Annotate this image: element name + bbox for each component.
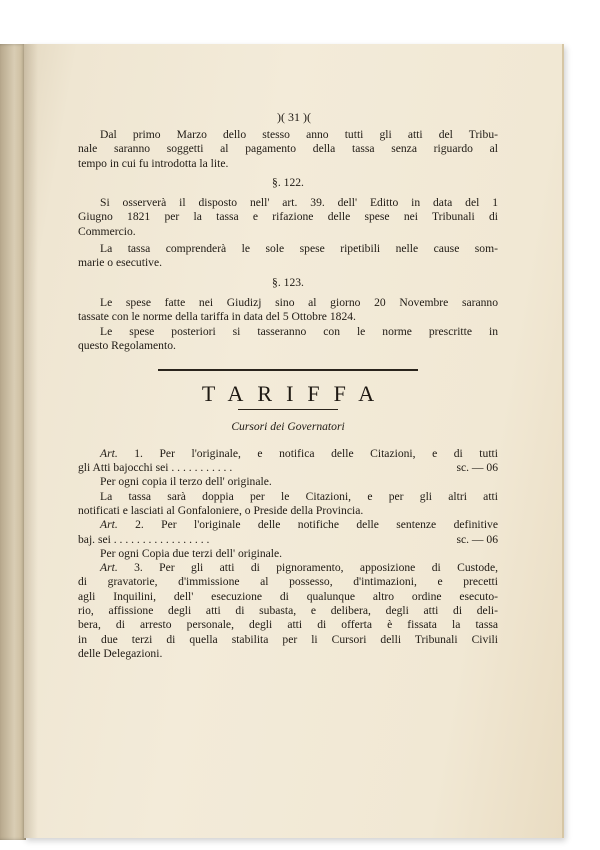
section-122-paragraph-2 <box>78 242 498 271</box>
text-line: in due terzi di quella stabilita per li Cursori delli Tribunali Civili <box>78 632 498 646</box>
page-number: )( 31 )( <box>277 110 311 124</box>
text-line: notificati e lasciati al Gonfaloniere, o Preside della Provincia. <box>78 503 364 517</box>
tariffa-subtitle: Cursori dei Governatori <box>231 420 345 434</box>
article-2-line <box>78 518 498 532</box>
tariffa-title: TARIFFA <box>201 381 389 407</box>
fee-line <box>78 461 498 475</box>
text-line: rio, affissione degli atti di subasta, e delibera, degli atti di deli- <box>78 604 498 618</box>
text-line: gli Atti bajocchi sei . . . . . . . . . . . <box>78 461 233 475</box>
text-line: Commercio. <box>78 224 136 238</box>
text-line: tempo in cui fu introdotta la lite. <box>78 156 229 170</box>
text-line: La tassa comprenderà le sole spese ripetibili nelle cause som- <box>100 242 498 256</box>
article-label: Art. <box>100 446 118 460</box>
article-1 <box>78 447 498 518</box>
text-line: La tassa sarà doppia per le Citazioni, e per gli altri atti <box>100 489 498 503</box>
text-line: 1. Per l'originale, e notifica delle Citazioni, e di tutti <box>117 446 498 460</box>
text-line: di gravatorie, d'immissione al possesso, d'intimazioni, e precetti <box>78 575 498 589</box>
text-line: Le spese fatte nei Giudizj sino al giorno 20 Novembre saranno <box>100 295 498 309</box>
fee-amount: sc. — 06 <box>456 532 498 546</box>
text-line: Si osserverà il disposto nell' art. 39. dell' Editto in data del 1 <box>100 196 498 210</box>
book-spine <box>0 44 26 840</box>
divider-rule <box>158 369 418 371</box>
book-page <box>24 44 564 838</box>
text-line: 3. Per gli atti di pignoramento, apposizione di Custode, <box>117 561 498 575</box>
fee-amount: sc. — 06 <box>456 461 498 475</box>
text-line: questo Regolamento. <box>78 338 176 352</box>
fee-line <box>78 533 498 547</box>
text-line: Giugno 1821 per la tassa e rifazione delle spese nei Tribunali di <box>78 210 498 224</box>
article-label: Art. <box>100 518 118 532</box>
text-line: Per ogni copia il terzo dell' originale. <box>100 475 272 489</box>
article-3 <box>78 561 498 661</box>
text-line: Dal primo Marzo dello stesso anno tutti gli atti del Tribu- <box>100 128 498 141</box>
section-122-paragraph-1 <box>78 196 498 239</box>
intro-paragraph <box>78 128 498 171</box>
text-line: nale saranno soggetti al pagamento della tassa senza riguardo al <box>78 142 498 156</box>
article-label: Art. <box>100 561 118 575</box>
text-line: Le spese posteriori si tasseranno con le norme prescritte in <box>100 324 498 338</box>
text-line: marie o esecutive. <box>78 256 163 270</box>
text-line: 2. Per l'originale delle notifiche delle sentenze definitive <box>117 518 498 532</box>
section-123-heading: §. 123. <box>272 275 304 289</box>
article-2 <box>78 518 498 561</box>
text-line: bera, di arresto personale, degli atti di offerta è fissata la tassa <box>78 618 498 632</box>
section-123-paragraph-2 <box>78 325 498 354</box>
article-3-line <box>78 561 498 575</box>
text-line: delle Delegazioni. <box>78 646 163 660</box>
title-underline <box>238 409 338 410</box>
article-1-line <box>78 447 498 461</box>
page-text <box>78 112 498 661</box>
text-line: tassate con le norme della tariffa in data del 5 Ottobre 1824. <box>78 310 356 324</box>
section-122-heading: §. 122. <box>272 175 304 189</box>
section-123-paragraph-1 <box>78 296 498 325</box>
text-line: baj. sei . . . . . . . . . . . . . . . . . <box>78 532 210 546</box>
text-line: agli Inquilini, dell' esecuzione di qualunque altro ordine esecuto- <box>78 589 498 603</box>
text-line: Per ogni Copia due terzi dell' originale. <box>100 546 283 560</box>
